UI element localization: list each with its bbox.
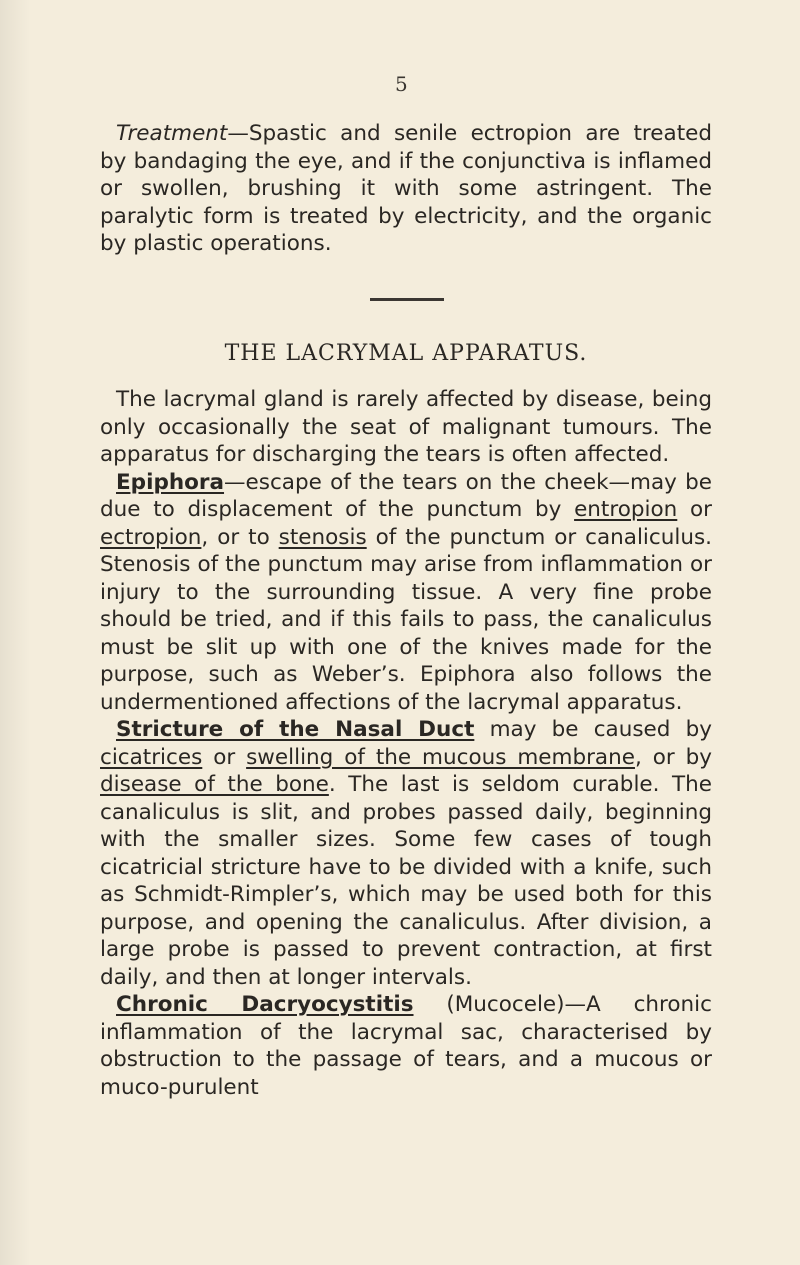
stricture-underline-2: swelling of the mucous membrane — [246, 744, 635, 770]
epiphora-text-3: , or to — [201, 524, 279, 550]
treatment-run-in: Treatment — [116, 121, 228, 146]
epiphora-paragraph — [100, 469, 712, 717]
stricture-text-1: may be caused by — [474, 717, 712, 742]
treatment-text: —Spastic and senile ectropion are treated by bandaging the eye, and if the conjunctiva is inflamed or swollen, brushing it with some astringent. The paralytic form is treated by electricity, and the organic by plastic operations. — [100, 121, 712, 256]
stricture-text-3: , or by — [634, 744, 712, 770]
stricture-text-2: or — [202, 744, 247, 770]
epiphora-text-2: or — [677, 497, 713, 522]
treatment-paragraph — [100, 120, 712, 258]
page-number: 5 — [395, 72, 408, 96]
lacrymal-section-body — [100, 386, 712, 1101]
epiphora-text-4: of the punctum or canaliculus. Stenosis of the punctum may arise from inflammation or injury to the surrounding tissue. A very fine probe should be tried, and if this fails to pass, the canaliculus must be slit up with one of the knives made for the purpose, such as Weber’s. Epiphora also follows the undermentioned affections of the lacrymal apparatus. — [100, 524, 712, 715]
epiphora-term: Epiphora — [116, 469, 225, 495]
epiphora-underline-2: ectropion — [100, 524, 202, 550]
section-heading: THE LACRYMAL APPARATUS. — [224, 341, 588, 366]
stricture-underline-1: cicatrices — [100, 744, 203, 770]
epiphora-text-1: —escape of the tears on the cheek—may be due to displacement of the punctum by — [100, 469, 712, 522]
section-divider — [370, 298, 444, 301]
intro-paragraph — [100, 386, 712, 469]
epiphora-underline-1: entropion — [574, 497, 678, 522]
intro-text: The lacrymal gland is rarely affected by disease, being only occasionally the seat of malignant tumours. The apparatus for discharging the tears is often affected. — [100, 387, 712, 467]
dacryocystitis-paragraph — [100, 991, 712, 1101]
stricture-text-4: . The last is seldom curable. The canaliculus is slit, and probes passed daily, beginning with the smaller sizes. Some few cases of tough cicatricial stricture have to be divided with a knife, such as Schmidt-Rimpler’s, which may be used both for this purpose, and opening the canaliculus. After division, a large probe is passed to prevent contraction, at first daily, and then at longer intervals. — [100, 772, 712, 990]
stricture-term: Stricture of the Nasal Duct — [116, 717, 475, 742]
epiphora-underline-3: stenosis — [278, 524, 367, 550]
stricture-paragraph — [100, 716, 712, 991]
stricture-underline-3: disease of the bone — [100, 772, 329, 797]
dacryocystitis-text: (Mucocele)—A chronic inflammation of the lacrymal sac, characterised by obstruction to the passage of tears, and a mucous or muco-purulent — [100, 992, 712, 1100]
dacryocystitis-term: Chronic Dacryocystitis — [116, 992, 414, 1017]
